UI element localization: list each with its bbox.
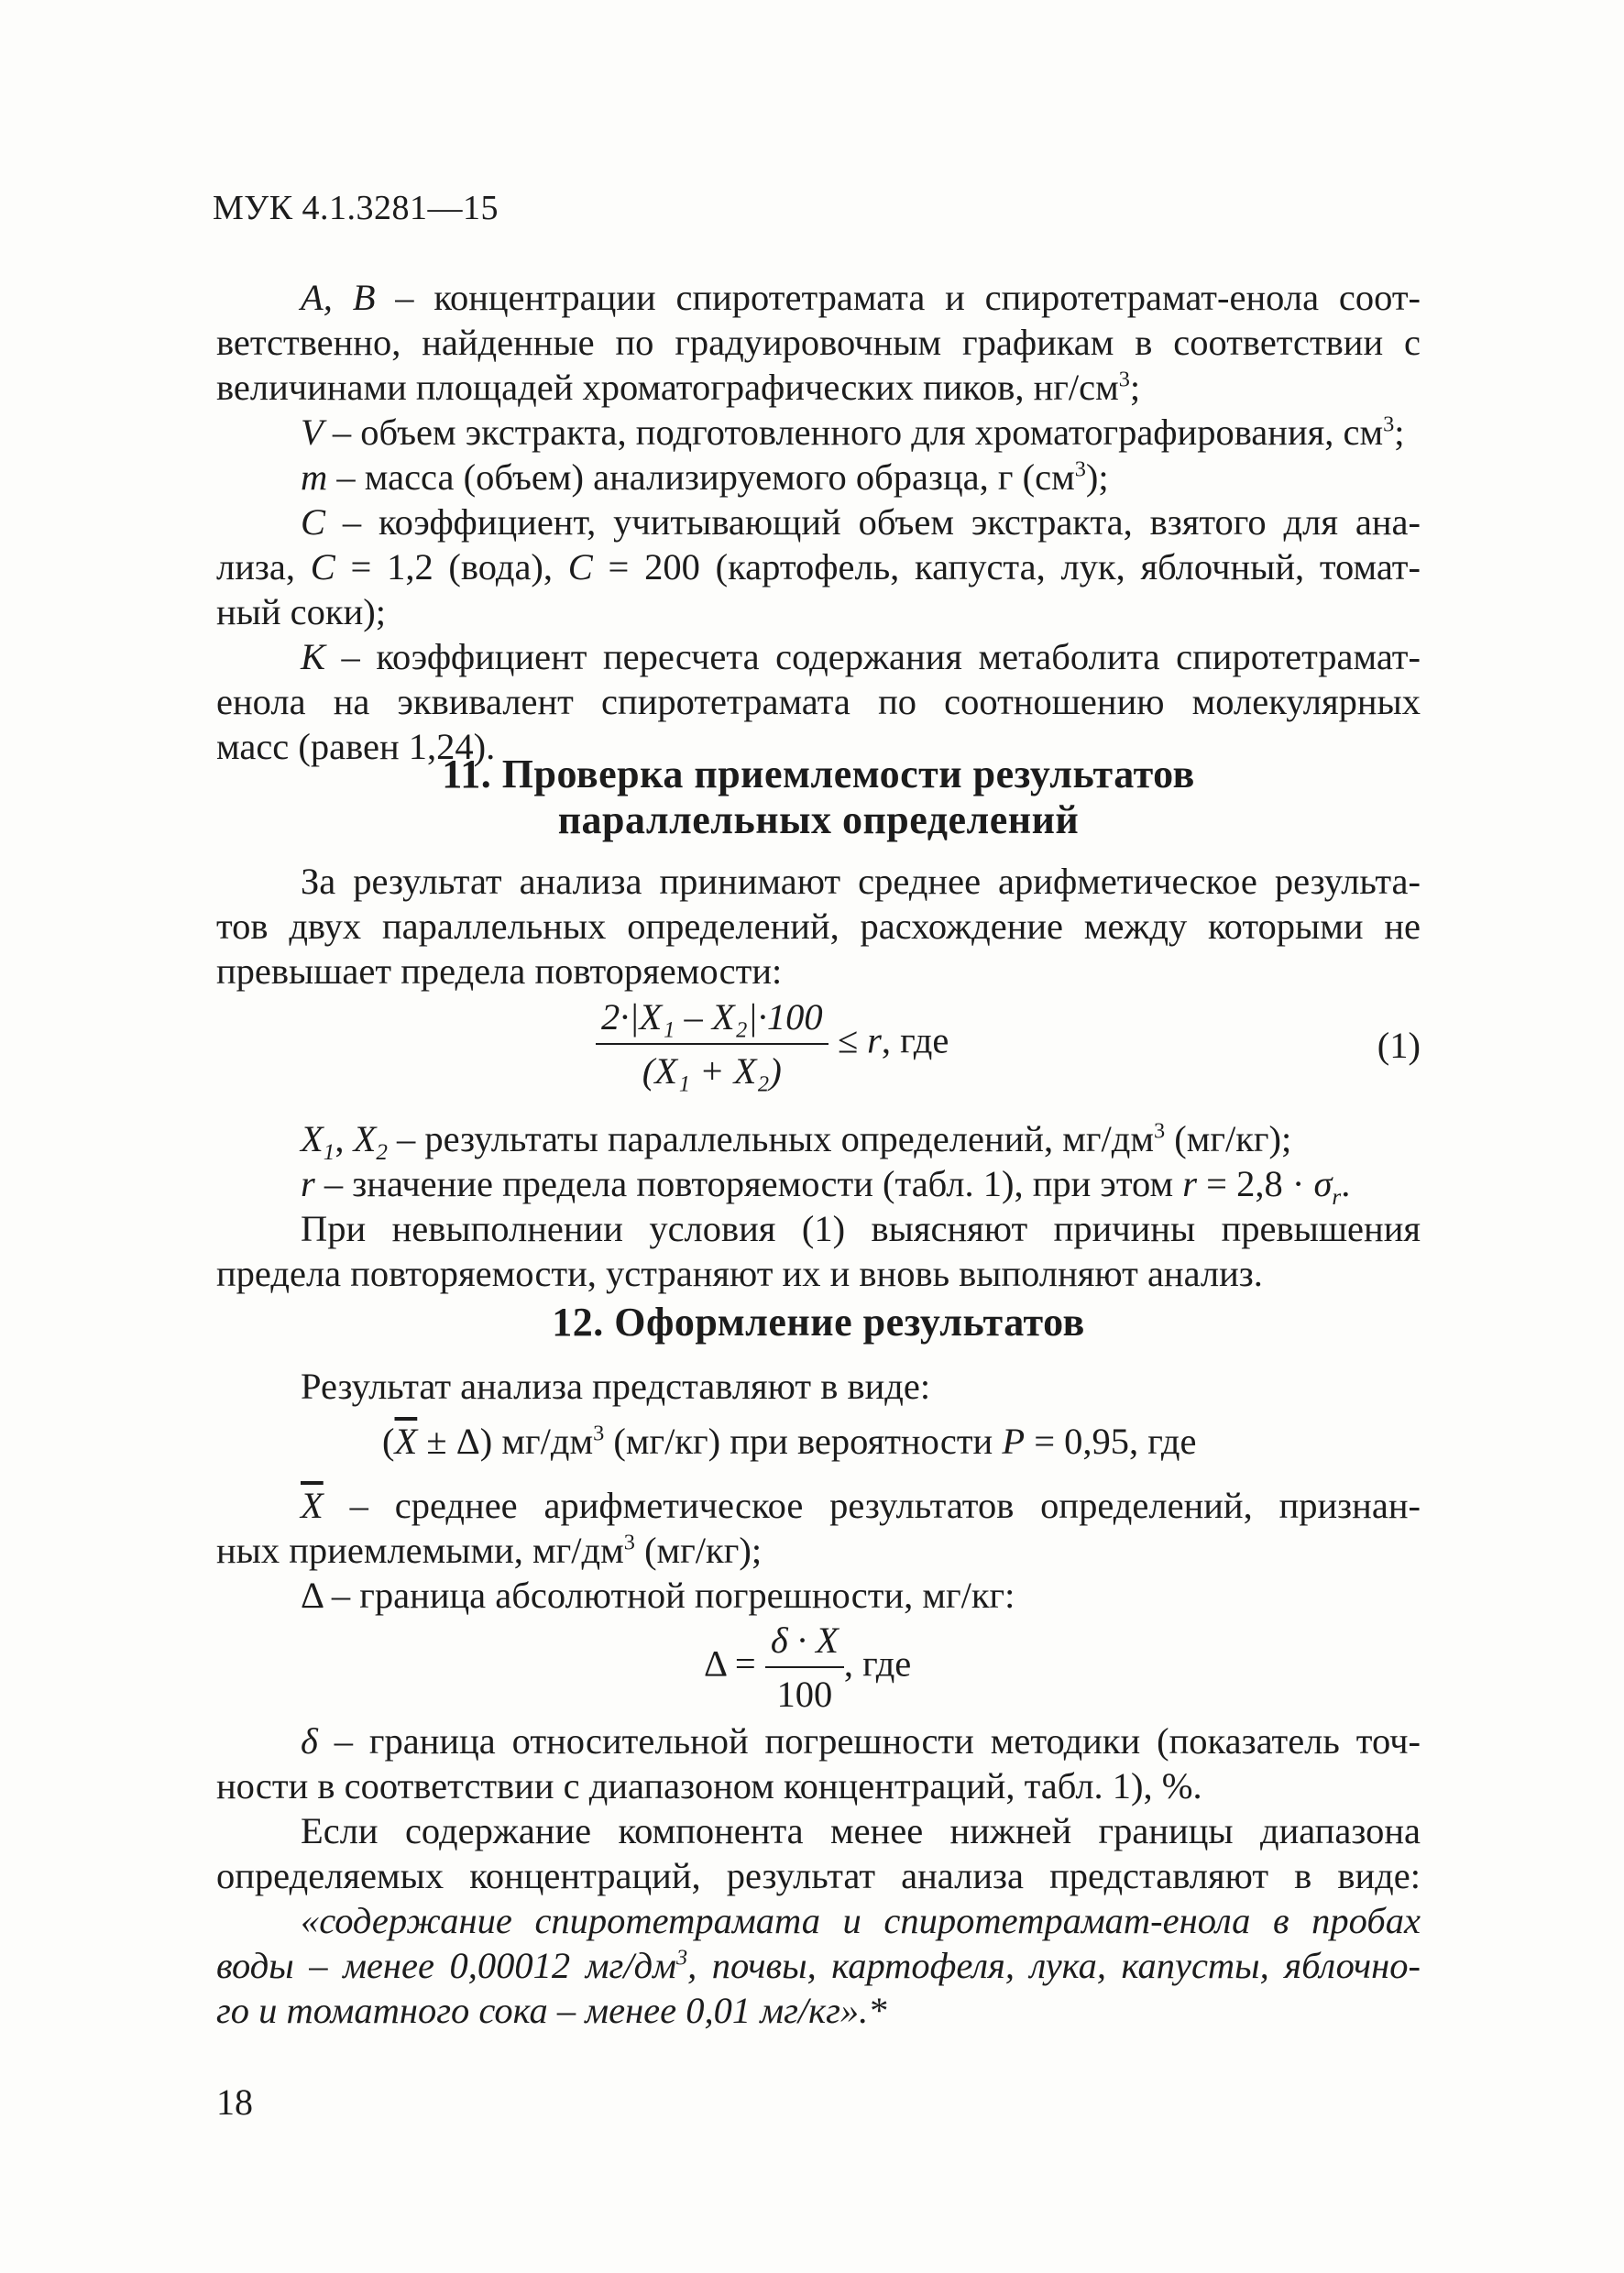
note-line: При невыполнении условия (1) выясняют причины превышения — [301, 1208, 1421, 1249]
note-line: предела повторяемости, устраняют их и вновь выполняют анализ. — [216, 1253, 1263, 1294]
def-k-line2: енола на эквивалент спиротетрамата по соотношению молекулярных — [216, 681, 1421, 722]
section-11-paragraph — [216, 859, 1421, 994]
def-r: r – значение предела повторяемости (табл. 1), при этом $r = 2,8 \cdot \sigma_r$. — [301, 1163, 1351, 1211]
result-formula: $(\overline{X} \pm \Delta)$ $мг/дм^3$ (мг/кг) при вероятности P = 0,95, где — [382, 1421, 1197, 1462]
section-12-definitions — [216, 1483, 1421, 1618]
formula-1-denominator: (X₁ + X₂) — [642, 1050, 782, 1092]
para-line: превышает предела повторяемости: — [216, 950, 783, 992]
quote-line1: «содержание спиротетрамата и спиротетрамат-енола в пробах — [301, 1900, 1421, 1941]
section-11-title — [216, 752, 1421, 843]
x-bar-symbol: $\overline{X}$ — [394, 1421, 418, 1462]
section-12-title: 12. Оформление результатов — [552, 1300, 1085, 1345]
formula-1 — [596, 994, 949, 1093]
def-k-line3: масс (равен 1,24). — [216, 726, 496, 767]
delta-formula-fraction — [765, 1618, 844, 1717]
def-x1x2: $X_1$, $X_2$ – результаты параллельных определений, $мг/дм^3$ (мг/кг); — [301, 1118, 1292, 1166]
quote-line3: го и томатного сока – менее 0,01 мг/кг».* — [216, 1990, 887, 2031]
def-small-delta-line2: ности в соответствии с диапазоном концентраций, табл. 1), %. — [216, 1765, 1202, 1806]
formula-1-rhs: ≤ r — [837, 1019, 882, 1061]
delta-formula-lhs: Δ = — [704, 1642, 756, 1685]
formula-1-number: (1) — [1377, 1025, 1421, 1066]
def-small-delta-line1: δ – граница относительной погрешности методики (показатель точ- — [301, 1720, 1421, 1762]
def-ab-line3: величинами площадей хроматографических пиков, $нг/см^3$; — [216, 367, 1141, 408]
def-delta: Δ – граница абсолютной погрешности, мг/кг: — [301, 1575, 1015, 1616]
quote-line2: воды – менее 0,00012 $мг/дм^3$, почвы, картофеля, лука, капусты, яблочно- — [216, 1945, 1421, 1986]
delta-formula-denominator: 100 — [776, 1674, 833, 1715]
section-11-title-line1: 11. Проверка приемлемости результатов — [442, 752, 1195, 796]
definitions-block — [216, 275, 1421, 769]
def-xbar-line2: ных приемлемыми, $мг/дм^3$ (мг/кг); — [216, 1530, 763, 1571]
formula-1-fraction — [596, 994, 828, 1093]
def-c-line2: лиза, C = 1,2 (вода), C = 200 (картофель, капуста, лук, яблочный, томат- — [216, 546, 1421, 587]
para-line: За результат анализа принимают среднее арифметическое результа- — [301, 861, 1421, 902]
def-m: m – масса (объем) анализируемого образца, г $(см^3)$; — [301, 456, 1109, 498]
formula-1-numerator: 2·|X₁ – X₂|·100 — [596, 994, 828, 1045]
section-11-title-line2: параллельных определений — [557, 797, 1080, 842]
section-12-intro — [216, 1364, 1421, 1409]
para-line: тов двух параллельных определений, расхождение между которыми не — [216, 906, 1421, 947]
delta-formula-where: , где — [843, 1642, 912, 1685]
page-number: 18 — [216, 2081, 253, 2123]
def-c-line3: ный соки); — [216, 591, 386, 632]
document-code-header: МУК 4.1.3281—15 — [213, 189, 499, 227]
intro-line: Результат анализа представляют в виде: — [301, 1366, 931, 1407]
def-k-line1: K – коэффициент пересчета содержания метаболита спиротетрамат- — [301, 636, 1421, 677]
low-line: определяемых концентраций, результат анализа представляют в виде: — [216, 1855, 1421, 1896]
def-c-line1: C – коэффициент, учитывающий объем экстракта, взятого для ана- — [301, 501, 1421, 543]
def-ab-line2: ветственно, найденные по градуировочным графикам в соответствии с — [216, 322, 1421, 363]
section-11-definitions — [216, 1116, 1421, 1296]
low-line: Если содержание компонента менее нижней границы диапазона — [301, 1810, 1421, 1851]
formula-1-where: , где — [881, 1019, 949, 1061]
def-v: V – объем экстракта, подготовленного для хроматографирования, $см^3$; — [301, 412, 1405, 453]
def-ab-line1: A, B – концентрации спиротетрамата и спиротетрамат-енола соот- — [301, 277, 1421, 318]
section-12-tail — [216, 1718, 1421, 2033]
delta-formula — [704, 1618, 911, 1717]
def-xbar-line1: $\overline{X}$ – среднее арифметическое результатов определений, признан- — [301, 1485, 1421, 1526]
delta-formula-numerator: δ · X — [765, 1618, 844, 1668]
